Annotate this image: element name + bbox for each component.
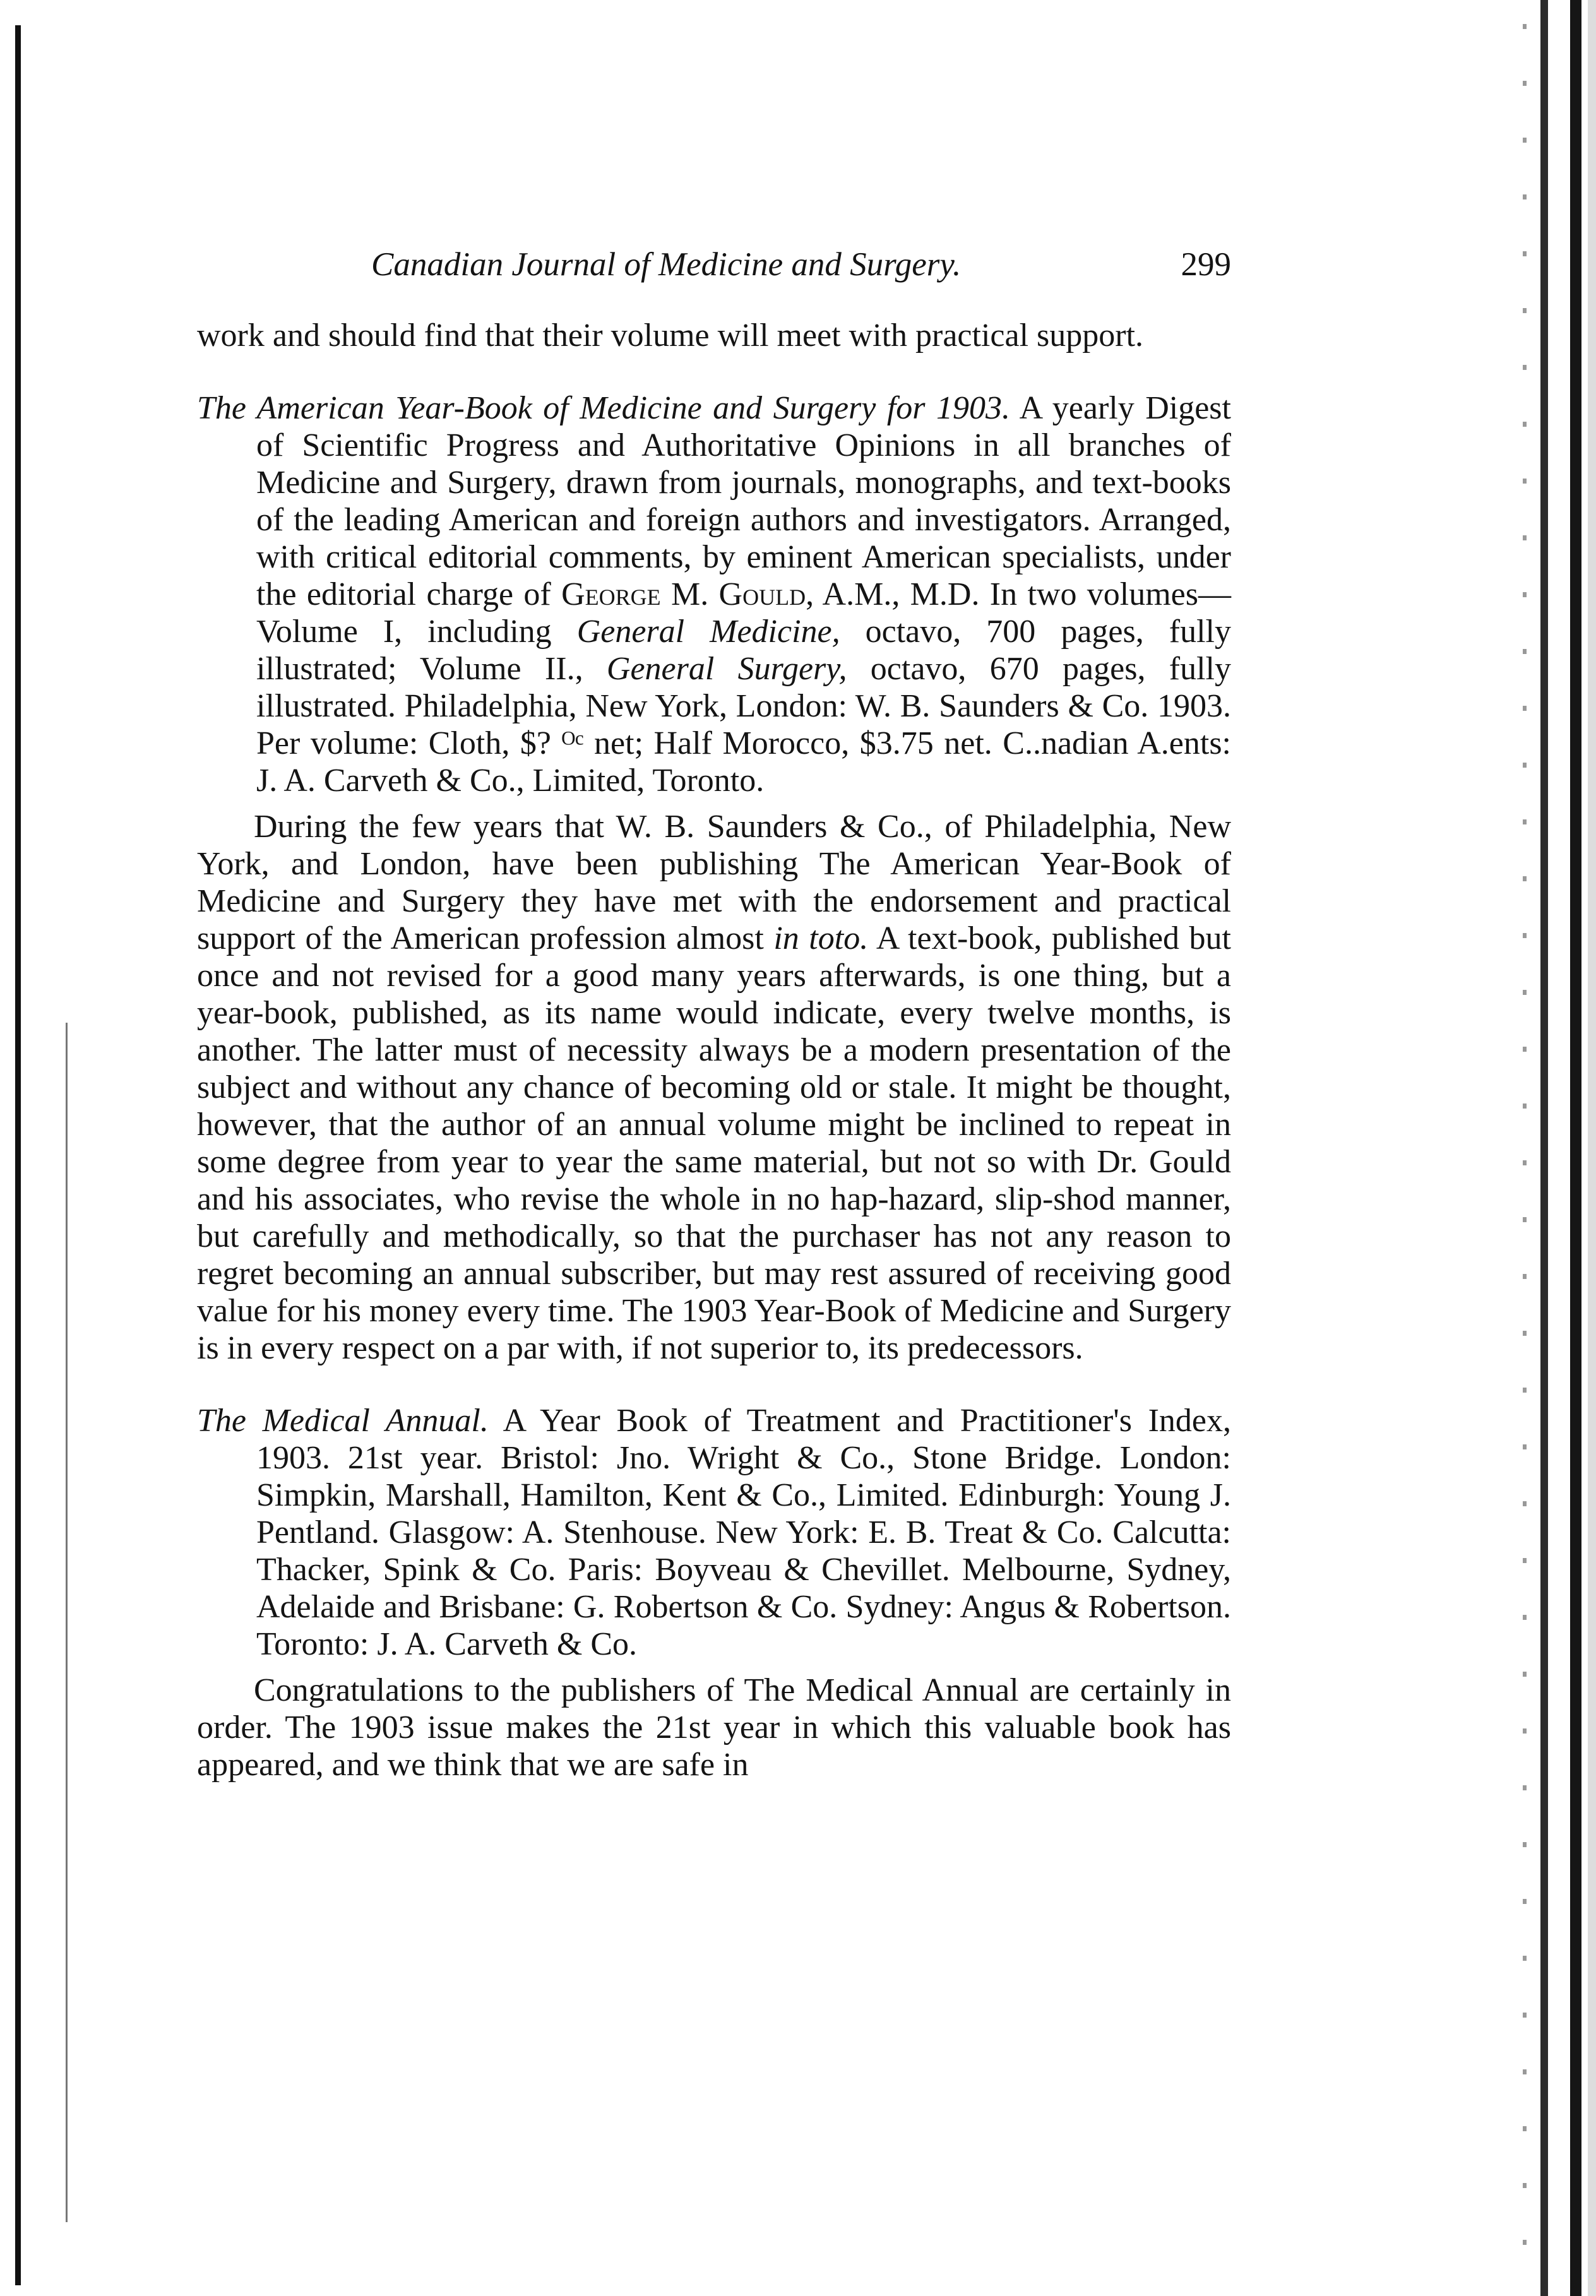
review-text: During the few years that W. B. Saunders & Co., of Philadelphia, New York, and London, have been publishing The American Year-Book of Medicine and Surgery they have met with the endorsement and practical support of the American profession almost: [197, 809, 1231, 956]
book-description: A yearly Digest of Scientific Progress and Authoritative Opinions in all branches of Medicine and Surgery, drawn from journals, monographs, and text-books of the leading American and foreign authors and investigators. Arranged, with critical editorial comments, by eminent American specialists, under the editorial charge of: [256, 390, 1231, 612]
scan-edge-right: [1570, 0, 1581, 2296]
editor-name: George M. Gould: [561, 576, 806, 612]
volume-details: octavo, 670 pages, fully illustrated. Philadelphia, New York, London: W. B. Saunders & Co. 1903. Per volume: Cloth, $? ᴼᶜ net; Half Morocco, $3.75 net. C..nadian A.ents: J. A. Carveth & Co., Limited, Toronto.: [256, 651, 1231, 799]
running-title: Canadian Journal of Medicine and Surgery.: [371, 246, 962, 283]
book-title: The Medical Annual.: [197, 1403, 489, 1439]
review-paragraph: Congratulations to the publishers of The Medical Annual are certainly in order. The 1903 issue makes the 21st year in which this valuable book has appeared, and we think that we are safe in: [197, 1672, 1231, 1783]
book-title: The American Year-Book of Medicine and Surgery for 1903.: [197, 390, 1011, 426]
scan-gutter-marks: [1523, 0, 1527, 2296]
book-entry-medical-annual: [197, 1402, 1231, 1663]
review-emphasis: in toto.: [773, 920, 869, 956]
scan-edge-right-outer: [1588, 0, 1596, 2296]
book-description: A Year Book of Treatment and Practitioner's Index, 1903. 21st year. Bristol: Jno. Wright & Co., Stone Bridge. London: Simpkin, Marshall, Hamilton, Kent & Co., Limited. Edinburgh: Young J. Pentland. Glasgow: A. Stenhouse. New York: E. B. Treat & Co. Calcutta: Thacker, Spink & Co. Paris: Boyveau & Chevillet. Melbourne, Sydney, Adelaide and Brisbane: G. Robertson & Co. Sydney: Angus & Robertson. Toronto: J. A. Carveth & Co.: [256, 1403, 1231, 1662]
page-number: 299: [1181, 246, 1231, 283]
running-head: [197, 246, 1231, 284]
book-description: , A.M., M.D. In two volumes—Volume I, including: [256, 576, 1231, 650]
book-entry-american-year-book: [197, 390, 1231, 799]
scan-edge-left-line: [66, 1023, 68, 2222]
scan-edge-right-inner: [1540, 0, 1548, 2296]
scan-edge-left: [15, 25, 21, 2285]
review-text: A text-book, published but once and not revised for a good many years afterwards, is one thing, but a year-book, published, as its name would indicate, every twelve months, is another. The latter must of necessity always be a modern presentation of the subject and without any chance of becoming old or stale. It might be thought, however, that the author of an annual volume might be inclined to repeat in some degree from year to year the same material, but not so with Dr. Gould and his associates, who revise the whole in no hap-hazard, slip-shod manner, but carefully and methodically, so that the purchaser has not any reason to regret becoming an annual subscriber, but may rest assured of receiving good value for his money every time. The 1903 Year-Book of Medicine and Surgery is in every respect on a par with, if not superior to, its predecessors.: [197, 920, 1232, 1366]
review-paragraph: [197, 808, 1231, 1367]
volume-title: General Surgery,: [606, 651, 847, 687]
volume-title: General Medicine,: [576, 614, 840, 650]
volume-details: octavo, 700 pages, fully illustrated; Volume II.,: [256, 614, 1232, 687]
continuation-paragraph: work and should find that their volume will meet with practical support.: [197, 318, 1144, 354]
journal-page: [197, 246, 1231, 1783]
